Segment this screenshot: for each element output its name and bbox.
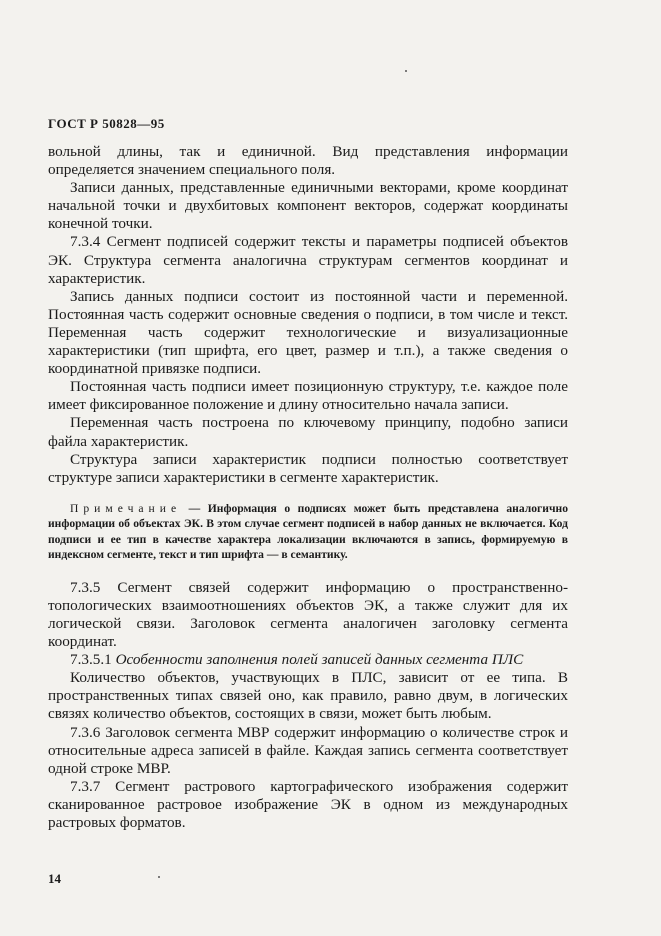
section-number: 7.3.5.1 xyxy=(70,651,116,669)
paragraph-7-3-4: 7.3.4 Сегмент подписей содержит тексты и параметры подписей объектов ЭК. Структура сегмента аналогична структурам сегментов координат и характеристик. xyxy=(48,233,568,287)
paragraph-7-3-5: 7.3.5 Сегмент связей содержит информацию о пространственно-топологических взаимоотношениях объектов ЭК, а также служит для их логической связи. Заголовок сегмента аналогичен заголовку сегмента координат. xyxy=(48,578,568,651)
paragraph-7-3-6: 7.3.6 Заголовок сегмента МВР содержит информацию о количестве строк и относительные адреса записей в файле. Каждая запись сегмента соответствует одной строке МВР. xyxy=(48,723,568,777)
scan-speck xyxy=(158,876,160,878)
paragraph-7-3-7: 7.3.7 Сегмент растрового картографического изображения содержит сканированное растровое изображение ЭК в одном из международных растровых форматов. xyxy=(48,777,568,831)
note-text: — Информация о подписях может быть представлена аналогично информации об объектах ЭК. В этом случае сегмент подписей в набор данных не включается. Код подписи и ее тип в качестве характера локализации включаются в запись, формируемую в индексном сегменте, текст и тип шрифта — в семантику. xyxy=(48,501,568,562)
paragraph-variable-part: Переменная часть построена по ключевому принципу, подобно записи файла характеристик. xyxy=(48,414,568,450)
scan-speck xyxy=(405,70,407,72)
section-title-italic: Особенности заполнения полей записей данных сегмента ПЛС xyxy=(115,651,524,669)
paragraph-7-3-5-1 xyxy=(48,651,568,669)
paragraph-continuation: вольной длины, так и единичной. Вид представления информации определяется значением специального поля. xyxy=(48,143,568,179)
paragraph-object-count: Количество объектов, участвующих в ПЛС, зависит от ее типа. В пространственных типах связей оно, как правило, равно двум, в логических связях количество объектов, состоящих в связи, может быть любым. xyxy=(48,669,568,723)
page-number: 14 xyxy=(48,871,61,886)
document-header: ГОСТ Р 50828—95 xyxy=(48,116,165,131)
note xyxy=(48,501,568,563)
paragraph-record-structure: Структура записи характеристик подписи полностью соответствует структуре записи характеристики в сегменте характеристик. xyxy=(48,450,568,486)
document-body xyxy=(48,143,568,832)
note-label: Примечание xyxy=(70,501,182,515)
paragraph-constant-part: Постоянная часть подписи имеет позиционную структуру, т.е. каждое поле имеет фиксированное положение и длину относительно начала записи. xyxy=(48,378,568,414)
paragraph-label-record: Запись данных подписи состоит из постоянной части и переменной. Постоянная часть содержит основные сведения о подписи, в том числе и текст. Переменная часть содержит технологические и визуализационные характеристики (тип шрифта, его цвет, размер и т.п.), а также сведения о координатной привязке подписи. xyxy=(48,287,568,378)
paragraph-vector-records: Записи данных, представленные единичными векторами, кроме координат начальной точки и двухбитовых компонент векторов, содержат координаты конечной точки. xyxy=(48,179,568,233)
